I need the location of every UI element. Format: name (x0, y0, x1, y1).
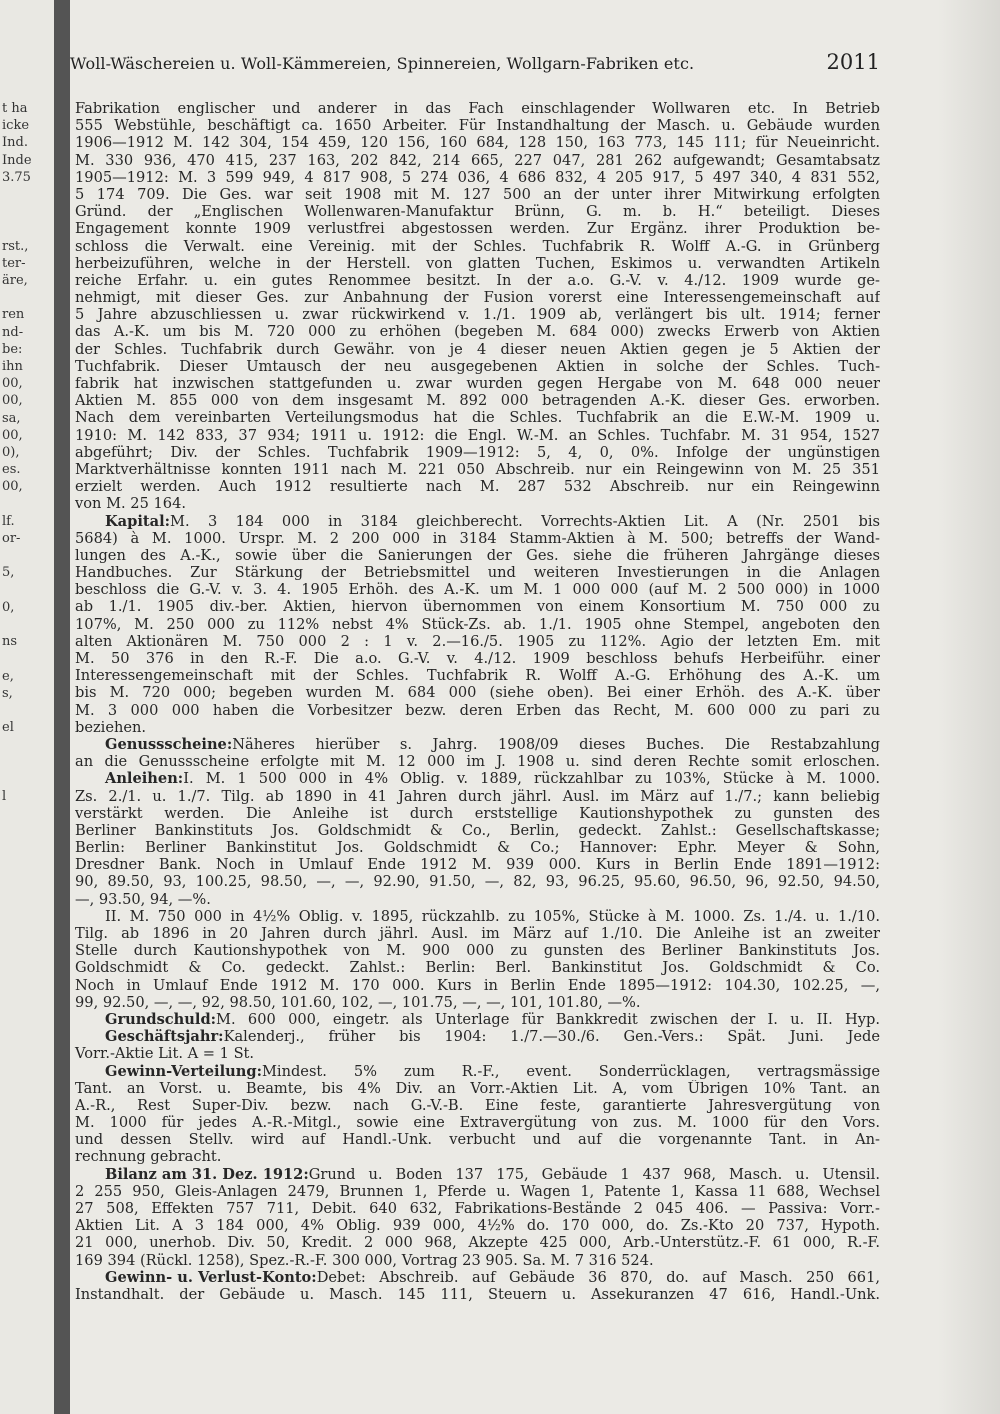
line-text: M. 3 184 000 in 3184 gleichberecht. Vorrechts-Aktien Lit. A (Nr. 2501 bis (170, 512, 880, 530)
previous-page-fragment: s, (2, 685, 13, 701)
line-text: Fabrikation englischer und anderer in das Fach einschlagender Wollwaren etc. In Betrieb (75, 100, 880, 117)
text-line (75, 959, 880, 976)
text-line (75, 306, 880, 323)
text-line (75, 1234, 880, 1251)
text-line (75, 134, 880, 151)
line-text: der Schles. Tuchfabrik durch Gewähr. von je 4 dieser neuen Aktien gegen je 5 Aktien der (75, 340, 880, 358)
book-gutter (54, 0, 70, 1414)
line-text: 5 174 709. Die Ges. war seit 1908 mit M. 127 500 an der unter ihrer Mitwirkung erfolgten (75, 185, 880, 203)
previous-page-fragment: es. (2, 462, 21, 478)
text-line (75, 1183, 880, 1200)
line-text: herbeizuführen, welche in der Herstell. von glatten Tuchen, Eskimos u. verwandten Artikeln (75, 254, 880, 272)
text-line (75, 633, 880, 650)
line-text: 2 255 950, Gleis-Anlagen 2479, Brunnen 1, Pferde u. Wagen 1, Patente 1, Kassa 11 688, Wechsel (75, 1182, 880, 1200)
text-line (75, 1028, 880, 1045)
line-text: reiche Erfahr. u. ein gutes Renommee besitzt. In der a.o. G.-V. v. 4./12. 1909 wurde ge- (75, 271, 880, 289)
line-text: M. 330 936, 470 415, 237 163, 202 842, 214 665, 227 047, 281 262 aufgewandt; Gesamtabsatz (75, 151, 880, 169)
text-line (75, 684, 880, 701)
previous-page-fragment: icke (2, 118, 30, 134)
previous-page-fragment: nd- (2, 324, 24, 340)
line-text: 1906—1912 M. 142 304, 154 459, 120 156, 160 684, 128 150, 163 773, 145 111; für Neueinricht. (75, 134, 880, 152)
line-text: beziehen. (75, 718, 147, 736)
article-body (75, 100, 880, 1303)
text-line (75, 1252, 880, 1269)
text-line (75, 1148, 880, 1165)
text-line (75, 427, 880, 444)
text-line (75, 873, 880, 890)
line-text: und dessen Stellv. wird auf Handl.-Unk. verbucht und auf die vorgenannte Tant. in An- (75, 1131, 880, 1149)
line-text: Debet: Abschreib. auf Gebäude 36 870, do. auf Masch. 250 661, (316, 1268, 880, 1286)
text-line (75, 186, 880, 203)
previous-page-fragment: äre, (2, 273, 28, 288)
section-heading: Kapital: (105, 512, 171, 530)
previous-page-fragment: e, (2, 668, 14, 684)
line-text: von M. 25 164. (75, 495, 186, 513)
text-line (75, 1269, 880, 1286)
text-line (75, 977, 880, 994)
line-text: 5684) à M. 1000. Urspr. M. 2 200 000 in 3184 Stamm-Aktien à M. 500; betreffs der Wand- (75, 529, 880, 547)
line-text: 169 394 (Rückl. 1258), Spez.-R.-F. 300 000, Vortrag 23 905. Sa. M. 7 316 524. (75, 1251, 654, 1269)
text-line (75, 495, 880, 512)
previous-page-fragment: 0, (2, 599, 15, 615)
text-line (75, 1217, 880, 1234)
line-text: 5 Jahre abzuschliessen u. zwar rückwirkend v. 1./1. 1909 ab, verlängert bis ult. 1914; ferner (75, 306, 880, 324)
line-text: bis M. 720 000; begeben wurden M. 684 000 (siehe oben). Bei einer Erhöh. des A.-K. über (75, 684, 880, 702)
text-line (75, 994, 880, 1011)
previous-page-fragment: ihn (2, 359, 23, 374)
previous-page-fragment: 00, (2, 393, 23, 409)
text-line (75, 856, 880, 873)
text-line (75, 616, 880, 633)
text-line (75, 1063, 880, 1080)
text-line (75, 839, 880, 856)
line-text: Vorr.-Aktie Lit. A = 1 St. (75, 1045, 255, 1063)
text-line (75, 1200, 880, 1217)
previous-page-fragment: rst., (2, 238, 29, 254)
line-text: II. M. 750 000 in 4½% Oblig. v. 1895, rückzahlb. zu 105%, Stücke à M. 1000. Zs. 1./4. u. 1./10. (105, 907, 880, 925)
previous-page-fragment: Ind. (2, 135, 28, 151)
text-line (75, 513, 880, 530)
previous-page-fragment: ren (2, 307, 25, 323)
section-heading: Geschäftsjahr: (105, 1028, 224, 1046)
text-line (75, 152, 880, 169)
text-line (75, 1131, 880, 1148)
line-text: verstärkt werden. Die Anleihe ist durch erststellige Kautionshypothek zu gunsten des (75, 804, 880, 822)
text-line (75, 805, 880, 822)
previous-page-fragment: ter- (2, 255, 26, 271)
text-line (75, 1045, 880, 1062)
line-text: lungen des A.-K., sowie über die Sanierungen der Ges. siehe die früheren Jahrgänge dieses (75, 546, 880, 564)
text-line (75, 598, 880, 615)
line-text: an die Genussscheine erfolgte mit M. 12 000 im J. 1908 u. sind deren Rechte somit erloschen. (75, 753, 880, 771)
line-text: Stelle durch Kautionshypothek von M. 900 000 zu gunsten des Berliner Bankinstituts Jos. (75, 942, 880, 960)
text-line (75, 238, 880, 255)
page-edge-shadow (938, 0, 1000, 1414)
line-text: Handbuches. Zur Stärkung der Betriebsmittel und weiteren Investierungen in die Anlagen (75, 564, 880, 582)
section-heading: Anleihen: (105, 770, 184, 788)
text-line (75, 255, 880, 272)
previous-page-fragment: Inde (2, 152, 32, 168)
text-line (75, 392, 880, 409)
text-line (75, 530, 880, 547)
text-line (75, 547, 880, 564)
line-text: Zs. 2./1. u. 1./7. Tilg. ab 1890 in 41 Jahren durch jährl. Ausl. im März auf 1./7.; kann beliebig (75, 787, 880, 805)
line-text: rechnung gebracht. (75, 1148, 222, 1166)
text-line (75, 788, 880, 805)
text-line (75, 736, 880, 753)
previous-page-fragment: ns (2, 634, 18, 650)
line-text: Nach dem vereinbarten Verteilungsmodus hat die Schles. Tuchfabrik an die E.W.-M. 1909 u. (75, 409, 880, 427)
previous-page-margin (0, 0, 54, 1414)
previous-page-fragment: t ha (2, 101, 28, 116)
previous-page-fragment: 0), (2, 445, 20, 460)
line-text: 21 000, unerhob. Div. 50, Kredit. 2 000 968, Akzepte 425 000, Arb.-Unterstütz.-F. 61 000, R.-F. (75, 1234, 880, 1252)
page-number: 2011 (826, 50, 880, 74)
section-heading: Genussscheine: (105, 735, 233, 753)
previous-page-fragment: 3.75 (2, 169, 31, 185)
line-text: schloss die Verwalt. eine Vereinig. mit der Schles. Tuchfabrik R. Wolff A.-G. in Grünberg (75, 237, 880, 255)
line-text: M. 600 000, eingetr. als Unterlage für Bankkredit zwischen der I. u. II. Hyp. (216, 1010, 880, 1028)
section-heading: Bilanz am 31. Dez. 1912: (105, 1165, 309, 1183)
text-line (75, 203, 880, 220)
text-line (75, 581, 880, 598)
previous-page-fragment: el (2, 720, 14, 736)
text-line (75, 822, 880, 839)
text-line (75, 289, 880, 306)
previous-page-fragment: sa, (2, 410, 21, 426)
text-line (75, 444, 880, 461)
text-line (75, 1011, 880, 1028)
text-line (75, 409, 880, 426)
text-line (75, 100, 880, 117)
text-line (75, 358, 880, 375)
line-text: Instandhalt. der Gebäude u. Masch. 145 111, Steuern u. Assekuranzen 47 616, Handl.-Unk. (75, 1285, 880, 1303)
section-heading: Grundschuld: (105, 1010, 217, 1028)
line-text: Tilg. ab 1896 in 20 Jahren durch jährl. Ausl. im März auf 1./10. Die Anleihe ist an zweiter (75, 925, 880, 942)
text-line (75, 942, 880, 959)
line-text: Engagement konnte 1909 verlustfrei abgestossen werden. Zur Ergänz. ihrer Produktion be- (75, 220, 880, 238)
line-text: Näheres hierüber s. Jahrg. 1908/09 dieses Buches. Die Restabzahlung (232, 735, 880, 753)
text-line (75, 719, 880, 736)
text-line (75, 925, 880, 942)
line-text: alten Aktionären M. 750 000 2 : 1 v. 2.—16./5. 1905 zu 112%. Agio der letzten Em. mit (75, 632, 880, 650)
line-text: das A.-K. um bis M. 720 000 zu erhöhen (begeben M. 684 000) zwecks Erwerb von Aktien (75, 323, 880, 341)
line-text: 1905—1912: M. 3 599 949, 4 817 908, 5 274 036, 4 686 832, 4 205 917, 5 497 340, 4 831 552, (75, 168, 880, 186)
section-heading: Gewinn- u. Verlust-Konto: (105, 1268, 317, 1286)
text-line (75, 272, 880, 289)
text-line (75, 564, 880, 581)
text-line (75, 1080, 880, 1097)
line-text: Gründ. der „Englischen Wollenwaren-Manufaktur Brünn, G. m. b. H.“ beteiligt. Dieses (75, 203, 880, 221)
text-line (75, 220, 880, 237)
text-line (75, 1166, 880, 1183)
line-text: 90, 89.50, 93, 100.25, 98.50, —, —, 92.90, 91.50, —, 82, 93, 96.25, 95.60, 96.50, 96, 92.50, 94.50, (75, 873, 880, 891)
previous-page-fragment: be: (2, 341, 23, 357)
text-line (75, 908, 880, 925)
text-line (75, 323, 880, 340)
text-line (75, 891, 880, 908)
text-line (75, 667, 880, 684)
text-line (75, 770, 880, 787)
line-text: 27 508, Effekten 757 711, Debit. 640 632, Fabrikations-Bestände 2 045 406. — Passiva: Vorr.- (75, 1200, 880, 1217)
line-text: —, 93.50, 94, —%. (75, 890, 211, 908)
line-text: abgeführt; Div. der Schles. Tuchfabrik 1909—1912: 5, 4, 0, 0%. Infolge der ungünstigen (75, 443, 880, 461)
previous-page-fragment: 00, (2, 479, 23, 495)
line-text: 99, 92.50, —, —, 92, 98.50, 101.60, 102, —, 101.75, —, —, 101, 101.80, —%. (75, 993, 641, 1011)
line-text: 107%, M. 250 000 zu 112% nebst 4% Stück-Zs. ab. 1./1. 1905 ohne Stempel, angeboten den (75, 615, 880, 633)
running-head-title: Woll-Wäschereien u. Woll-Kämmereien, Spinnereien, Wollgarn-Fabriken etc. (70, 54, 695, 73)
text-line (75, 1097, 880, 1114)
line-text: Tant. an Vorst. u. Beamte, bis 4% Div. an Vorr.-Aktien Lit. A, vom Übrigen 10% Tant. an (75, 1079, 880, 1097)
previous-page-fragment: l (2, 789, 7, 804)
previous-page-fragment: or- (2, 531, 21, 546)
line-text: Aktien Lit. A 3 184 000, 4% Oblig. 939 000, 4½% do. 170 000, do. Zs.-Kto 20 737, Hypoth. (75, 1217, 880, 1235)
text-line (75, 375, 880, 392)
text-line (75, 341, 880, 358)
line-text: beschloss die G.-V. v. 3. 4. 1905 Erhöh. des A.-K. um M. 1 000 000 (auf M. 2 500 000) in 1000 (75, 581, 880, 599)
previous-page-fragment: 00, (2, 427, 23, 443)
text-line (75, 461, 880, 478)
text-line (75, 1114, 880, 1131)
line-text: Berlin: Berliner Bankinstitut Jos. Goldschmidt & Co.; Hannover: Ephr. Meyer & Sohn, (75, 839, 880, 857)
page-header (70, 50, 880, 78)
line-text: Grund u. Boden 137 175, Gebäude 1 437 968, Masch. u. Utensil. (308, 1165, 880, 1183)
text-line (75, 169, 880, 186)
line-text: A.-R., Rest Super-Div. bezw. nach G.-V.-B. Eine feste, garantierte Jahresvergütung von (75, 1096, 880, 1114)
previous-page-fragment: lf. (2, 513, 15, 529)
section-heading: Gewinn-Verteilung: (105, 1062, 262, 1080)
line-text: ab 1./1. 1905 div.-ber. Aktien, hiervon übernommen von einem Konsortium M. 750 000 zu (75, 598, 880, 616)
previous-page-fragment: 5, (2, 565, 15, 581)
line-text: Marktverhältnisse konnten 1911 nach M. 221 050 Abschreib. nur ein Reingewinn von M. 25 351 (75, 460, 880, 478)
line-text: Interessengemeinschaft mit der Schles. Tuchfabrik R. Wolff A.-G. Erhöhung des A.-K. um (75, 667, 880, 685)
line-text: Mindest. 5% zum R.-F., event. Sonderrücklagen, vertragsmässige (261, 1062, 880, 1080)
line-text: Kalenderj., früher bis 1904: 1./7.—30./6. Gen.-Vers.: Spät. Juni. Jede (223, 1028, 880, 1046)
text-line (75, 478, 880, 495)
line-text: 1910: M. 142 833, 37 934; 1911 u. 1912: die Engl. W.-M. an Schles. Tuchfabr. M. 31 954, 1527 (75, 426, 880, 444)
line-text: M. 1000 für jedes A.-R.-Mitgl., sowie eine Extravergütung von zus. M. 1000 für den Vors. (75, 1114, 880, 1132)
line-text: M. 50 376 in den R.-F. Die a.o. G.-V. v. 4./12. 1909 beschloss behufs Herbeiführ. einer (75, 650, 880, 667)
text-line (75, 650, 880, 667)
text-line (75, 1286, 880, 1303)
line-text: M. 3 000 000 haben die Vorbesitzer bezw. deren Erben das Recht, M. 600 000 zu pari zu (75, 701, 880, 719)
previous-page-fragment: 00, (2, 376, 23, 392)
text-line (75, 702, 880, 719)
line-text: 555 Webstühle, beschäftigt ca. 1650 Arbeiter. Für Instandhaltung der Masch. u. Gebäude wurden (75, 117, 880, 135)
line-text: Tuchfabrik. Dieser Umtausch der neu ausgegebenen Aktien in solche der Schles. Tuch- (75, 357, 880, 375)
text-line (75, 753, 880, 770)
line-text: erzielt werden. Auch 1912 resultierte nach M. 287 532 Abschreib. nur ein Reingewinn (75, 478, 880, 496)
line-text: I. M. 1 500 000 in 4% Oblig. v. 1889, rückzahlbar zu 103%, Stücke à M. 1000. (183, 770, 880, 788)
text-line (75, 117, 880, 134)
line-text: Dresdner Bank. Noch in Umlauf Ende 1912 M. 939 000. Kurs in Berlin Ende 1891—1912: (75, 856, 880, 874)
line-text: Aktien M. 855 000 von dem insgesamt M. 892 000 betragenden A.-K. dieser Ges. erworben. (75, 392, 880, 410)
line-text: fabrik hat inzwischen stattgefunden u. zwar wurden gegen Hergabe von M. 648 000 neuer (75, 375, 880, 392)
line-text: Goldschmidt & Co. gedeckt. Zahlst.: Berlin: Berl. Bankinstitut Jos. Goldschmidt & Co. (75, 959, 880, 977)
line-text: nehmigt, mit dieser Ges. zur Anbahnung der Fusion vorerst eine Interessengemeinschaft auf (75, 289, 880, 307)
line-text: Berliner Bankinstituts Jos. Goldschmidt & Co., Berlin, gedeckt. Zahlst.: Gesellschaftskasse; (75, 821, 880, 839)
line-text: Noch in Umlauf Ende 1912 M. 170 000. Kurs in Berlin Ende 1895—1912: 104.30, 102.25, —, (75, 976, 880, 994)
